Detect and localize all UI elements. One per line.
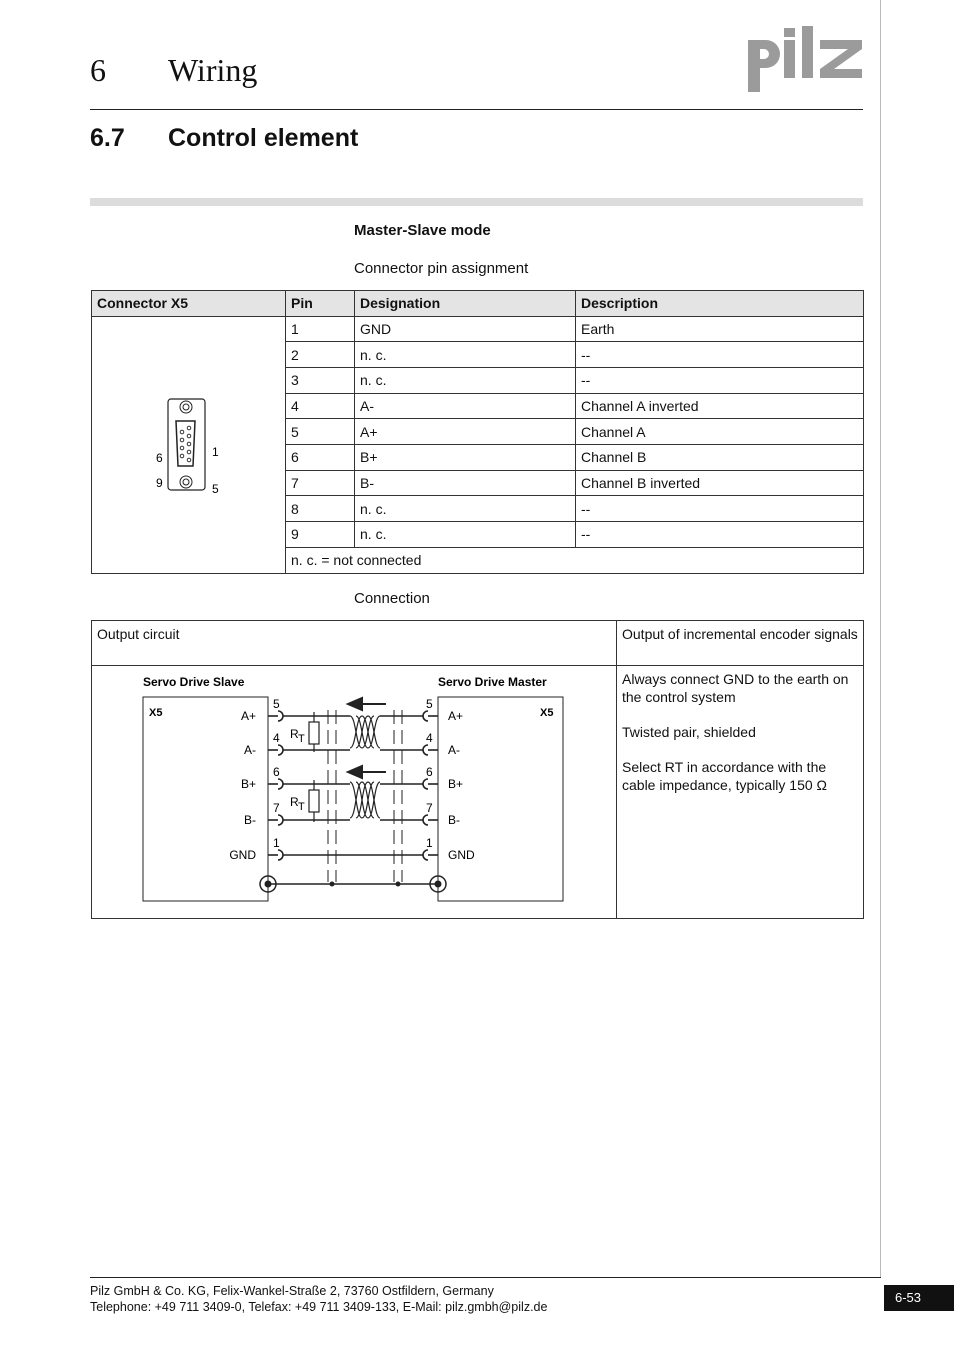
slave-pin-number: 6 xyxy=(273,765,280,779)
master-pin-number: 1 xyxy=(426,836,433,850)
mode-heading: Master-Slave mode xyxy=(354,222,491,239)
description-cell: Earth xyxy=(576,316,864,342)
designation-cell: A+ xyxy=(355,419,576,445)
table-row xyxy=(92,666,864,919)
master-signal-label: A+ xyxy=(448,709,464,723)
master-pin-socket xyxy=(423,815,428,825)
master-signal-label: GND xyxy=(448,848,475,862)
header-rule xyxy=(90,109,863,110)
divider-bar xyxy=(90,198,863,206)
connector-drawing-cell xyxy=(92,316,286,573)
column-header: Connector X5 xyxy=(92,291,286,317)
pin-cell: 2 xyxy=(286,342,355,368)
master-pin-number: 5 xyxy=(426,697,433,711)
pin-cell: 7 xyxy=(286,470,355,496)
master-pin-socket xyxy=(423,779,428,789)
designation-cell: GND xyxy=(355,316,576,342)
dsub9-connector-icon xyxy=(92,317,285,573)
connection-caption: Connection xyxy=(354,590,430,607)
connection-table xyxy=(91,620,864,919)
column-header: Description xyxy=(576,291,864,317)
pin-cell: 9 xyxy=(286,522,355,548)
designation-cell: n. c. xyxy=(355,496,576,522)
table-header-row xyxy=(92,621,864,666)
pin-cell: 5 xyxy=(286,419,355,445)
chapter-number: 6 xyxy=(90,52,106,88)
table-header-row xyxy=(92,291,864,317)
footer xyxy=(90,1283,547,1315)
description-cell: Channel B inverted xyxy=(576,470,864,496)
slave-connector-label: X5 xyxy=(149,707,163,719)
section-title: Control element xyxy=(168,124,359,152)
slave-title: Servo Drive Slave xyxy=(143,675,245,689)
chapter-title: Wiring xyxy=(168,52,258,88)
connector-label: 5 xyxy=(212,481,219,496)
wiring-diagram xyxy=(92,666,616,918)
footer-rule xyxy=(90,1277,881,1278)
resistor-subscript: T xyxy=(298,801,305,813)
master-signal-label: B- xyxy=(448,813,460,827)
slave-pin-socket xyxy=(278,745,283,755)
note-cable: Twisted pair, shielded xyxy=(622,724,756,740)
master-connector-label: X5 xyxy=(540,707,554,719)
slave-pin-socket xyxy=(278,711,283,721)
designation-cell: n. c. xyxy=(355,367,576,393)
connector-label: 6 xyxy=(156,450,163,465)
earth-bus xyxy=(260,876,446,892)
master-pin-number: 7 xyxy=(426,801,433,815)
section-number: 6.7 xyxy=(90,124,125,152)
slave-signal-label: GND xyxy=(229,848,256,862)
slave-signal-label: A+ xyxy=(240,709,256,723)
pin-cell: 1 xyxy=(286,316,355,342)
slave-box xyxy=(143,697,268,901)
encoder-output-header: Output of incremental encoder signals xyxy=(617,621,864,666)
description-cell: -- xyxy=(576,367,864,393)
connector-label: 9 xyxy=(156,475,163,490)
footer-address: Pilz GmbH & Co. KG, Felix-Wankel-Straße 2, 73760 Ostfildern, Germany xyxy=(90,1284,494,1298)
resistor-label: R xyxy=(290,795,299,809)
twisted-pair-a xyxy=(350,716,380,748)
designation-cell: n. c. xyxy=(355,342,576,368)
designation-cell: B- xyxy=(355,470,576,496)
connection-notes xyxy=(617,666,864,919)
wiring-diagram-cell xyxy=(92,666,617,919)
slave-pin-number: 4 xyxy=(273,731,280,745)
master-pin-number: 6 xyxy=(426,765,433,779)
note-resistor: Select RT in accordance with the cable impedance, typically 150 Ω xyxy=(622,759,828,793)
designation-cell: n. c. xyxy=(355,522,576,548)
pin-cell: 3 xyxy=(286,367,355,393)
slave-pin-number: 7 xyxy=(273,801,280,815)
slave-pin-number: 5 xyxy=(273,697,280,711)
pin-assignment-table xyxy=(91,290,864,574)
note-gnd: Always connect GND to the earth on the control system xyxy=(622,671,849,705)
page-number: 6-53 xyxy=(884,1285,954,1311)
master-pin-socket xyxy=(423,711,428,721)
slave-pin-number: 1 xyxy=(273,836,280,850)
master-pin-number: 4 xyxy=(426,731,433,745)
table-row xyxy=(92,316,864,342)
pin-cell: 4 xyxy=(286,393,355,419)
pin-caption: Connector pin assignment xyxy=(354,260,529,277)
pin-cell: 6 xyxy=(286,445,355,471)
footer-contact: Telephone: +49 711 3409-0, Telefax: +49 711 3409-133, E-Mail: pilz.gmbh@pilz.de xyxy=(90,1300,548,1314)
cable-shield xyxy=(328,710,402,882)
twisted-pair-b xyxy=(350,782,380,818)
master-title: Servo Drive Master xyxy=(438,675,547,689)
slave-pin-socket xyxy=(278,850,283,860)
master-signal-label: A- xyxy=(448,743,460,757)
termination-resistors xyxy=(309,712,319,822)
designation-cell: A- xyxy=(355,393,576,419)
slave-pin-socket xyxy=(278,815,283,825)
output-circuit-header: Output circuit xyxy=(92,621,617,666)
connector-label: 1 xyxy=(212,444,219,459)
resistor-label: R xyxy=(290,727,299,741)
resistor-subscript: T xyxy=(298,733,305,745)
pin-cell: 8 xyxy=(286,496,355,522)
slave-signal-label: A- xyxy=(244,743,256,757)
designation-cell: B+ xyxy=(355,445,576,471)
master-pin-socket xyxy=(423,850,428,860)
description-cell: Channel A xyxy=(576,419,864,445)
master-box xyxy=(438,697,563,901)
description-cell: Channel A inverted xyxy=(576,393,864,419)
page-margin-line xyxy=(880,0,881,1278)
column-header: Designation xyxy=(355,291,576,317)
master-pin-socket xyxy=(423,745,428,755)
description-cell: -- xyxy=(576,522,864,548)
pilz-logo xyxy=(748,26,866,96)
slave-pin-socket xyxy=(278,779,283,789)
slave-signal-label: B- xyxy=(244,813,256,827)
master-signal-label: B+ xyxy=(448,777,464,791)
table-footnote: n. c. = not connected xyxy=(286,547,864,573)
slave-signal-label: B+ xyxy=(240,777,256,791)
column-header: Pin xyxy=(286,291,355,317)
description-cell: -- xyxy=(576,342,864,368)
description-cell: Channel B xyxy=(576,445,864,471)
description-cell: -- xyxy=(576,496,864,522)
